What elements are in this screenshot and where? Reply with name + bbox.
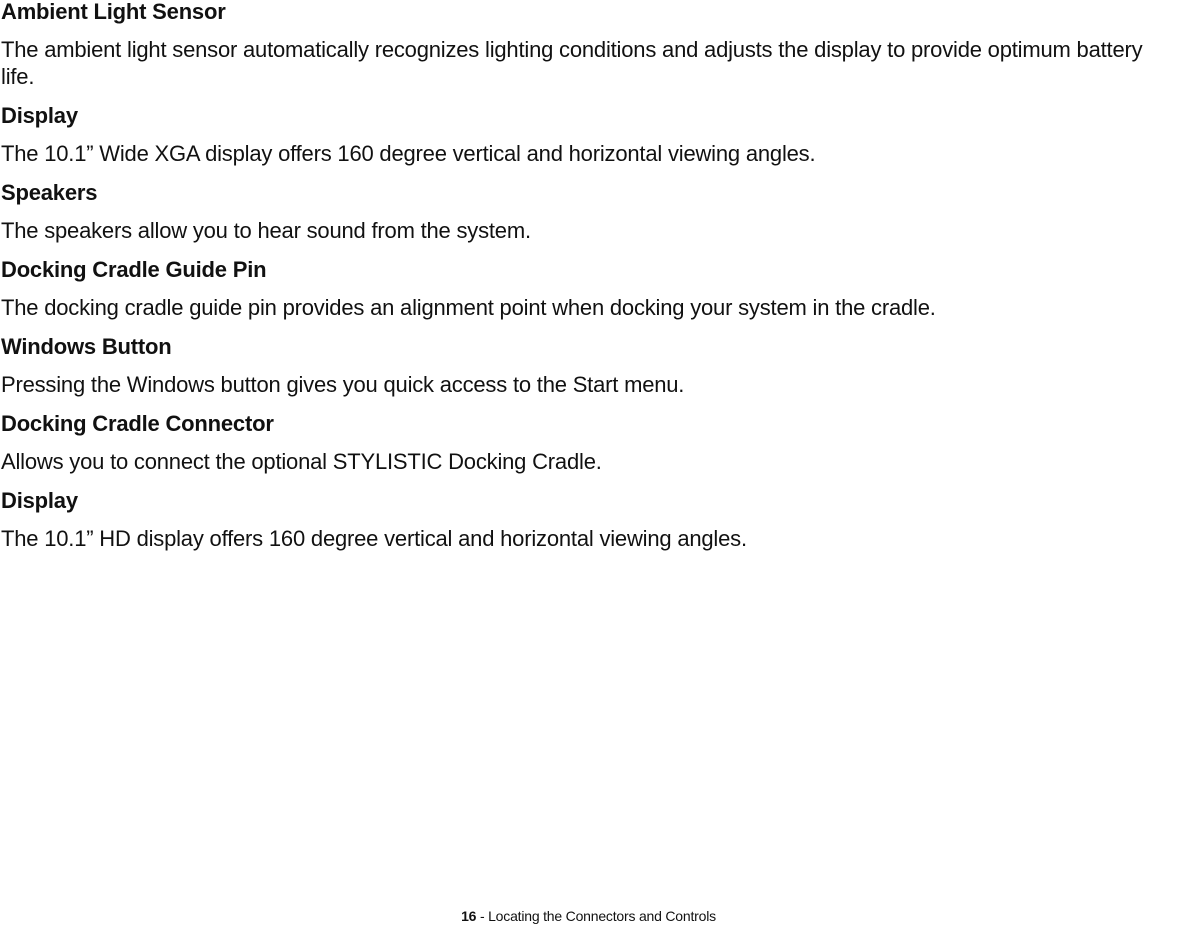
section-heading: Ambient Light Sensor [1,0,226,24]
section-heading: Speakers [1,180,98,205]
section-speakers [1,181,1175,244]
section-heading: Display [1,488,78,513]
section-body: The docking cradle guide pin provides an alignment point when docking your system in the cradle. [1,295,936,320]
footer-separator: - [476,908,489,924]
section-body: The speakers allow you to hear sound from the system. [1,218,531,243]
section-heading: Docking Cradle Guide Pin [1,257,267,282]
section-heading: Windows Button [1,334,172,359]
section-display-hd [1,489,1175,552]
section-body: Allows you to connect the optional STYLISTIC Docking Cradle. [1,449,602,474]
section-heading: Display [1,103,78,128]
section-body: Pressing the Windows button gives you quick access to the Start menu. [1,372,685,397]
section-display-wide-xga [1,104,1175,167]
section-windows-button [1,335,1175,398]
section-docking-cradle-connector [1,412,1175,475]
page-number: 16 [461,908,477,924]
section-ambient-light-sensor [1,0,1175,90]
document-content [1,0,1175,566]
section-body: The 10.1” HD display offers 160 degree vertical and horizontal viewing angles. [1,526,747,551]
section-docking-cradle-guide-pin [1,258,1175,321]
footer-title: Locating the Connectors and Controls [488,908,716,924]
section-body: The ambient light sensor automatically recognizes lighting conditions and adjusts the display to provide optimum battery life. [1,37,1143,89]
section-heading: Docking Cradle Connector [1,411,274,436]
section-body: The 10.1” Wide XGA display offers 160 degree vertical and horizontal viewing angles. [1,141,816,166]
page-footer [0,907,1177,925]
